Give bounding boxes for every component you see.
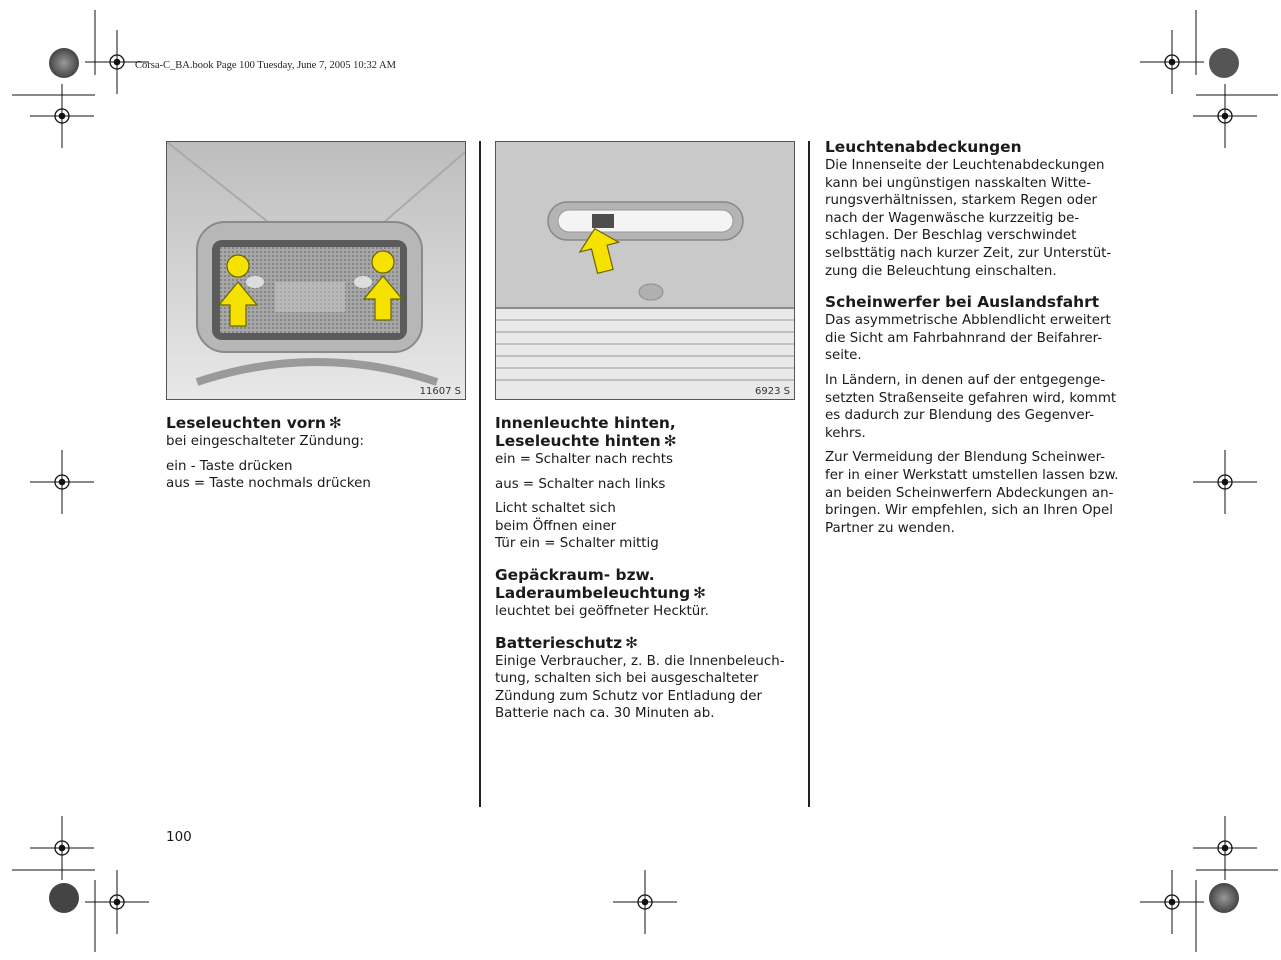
figure-rear-light: [495, 141, 795, 400]
paragraph: ein - Taste drücken aus = Taste nochmals drücken: [166, 458, 371, 492]
column-3: [825, 138, 1130, 550]
column-1: [166, 414, 464, 506]
rear-light-illustration: [496, 142, 794, 399]
page-number: 100: [166, 829, 192, 845]
heading-lamp-covers: Leuchtenabdeckungen: [825, 138, 1022, 156]
optional-equipment-icon: ✻: [625, 633, 638, 652]
paragraph: bei eingeschalteter Zündung:: [166, 434, 365, 449]
heading-battery-protection: Batterieschutz ✻: [495, 633, 638, 652]
figure-front-reading-lights: [166, 141, 466, 400]
paragraph: Einige Verbraucher, z. B. die Innenbeleuch- tung, schalten sich bei ausgeschalteter Zündung zum Schutz vor Entladung der Batterie nach ca. 30 Minuten ab.: [495, 653, 785, 722]
column-rule-1: [479, 141, 481, 807]
figure-code: 11607 S: [419, 386, 461, 397]
figure-code: 6923 S: [755, 386, 790, 397]
front-lights-illustration: [167, 142, 465, 399]
paragraph: Die Innenseite der Leuchtenabdeckungen kann bei ungünstigen nasskalten Witte- rungsverhältnissen, starkem Regen oder nach der Wagenwäsche kurzzeitig be- schlagen. Der Beschlag verschwindet selbsttätig nach kurzer Zeit, zur Unterstüt- zung die Beleuchtung einschalten.: [825, 158, 1112, 279]
paragraph: ein = Schalter nach rechts: [495, 452, 674, 467]
optional-equipment-icon: ✻: [328, 414, 342, 432]
heading-rear-light: Innenleuchte hinten, Leseleuchte hinten ✻: [495, 414, 677, 450]
paragraph: aus = Schalter nach links: [495, 476, 666, 492]
paragraph: Licht schaltet sich beim Öffnen einer Tür ein = Schalter mittig: [495, 501, 659, 552]
column-rule-2: [808, 141, 810, 807]
paragraph: Das asymmetrische Abblendlicht erweitert die Sicht am Fahrbahnrand der Beifahrer- seite.: [825, 313, 1111, 364]
paragraph: In Ländern, in denen auf der entgegenge- setzten Straßenseite gefahren wird, kommt es dadurch zur Blendung des Gegenver- kehrs.: [825, 372, 1117, 441]
heading-headlights-abroad: Scheinwerfer bei Auslandsfahrt: [825, 293, 1100, 312]
heading-luggage-light: Gepäckraum- bzw. Laderaumbeleuchtung ✻: [495, 565, 707, 602]
heading-front-reading-lights: Leseleuchten vorn ✻: [166, 414, 342, 432]
paragraph: Zur Vermeidung der Blendung Scheinwer- fer in einer Werkstatt umstellen lassen bzw. an beiden Scheinwerfern Abdeckungen an- bringen. Wir empfehlen, sich an Ihren Opel Partner zu wenden.: [825, 450, 1119, 536]
optional-equipment-icon: ✻: [693, 583, 707, 602]
optional-equipment-icon: ✻: [663, 432, 677, 450]
paragraph: leuchtet bei geöffneter Hecktür.: [495, 603, 709, 619]
print-header: Corsa-C_BA.book Page 100 Tuesday, June 7, 2005 10:32 AM: [135, 60, 396, 71]
column-2: [495, 414, 795, 736]
